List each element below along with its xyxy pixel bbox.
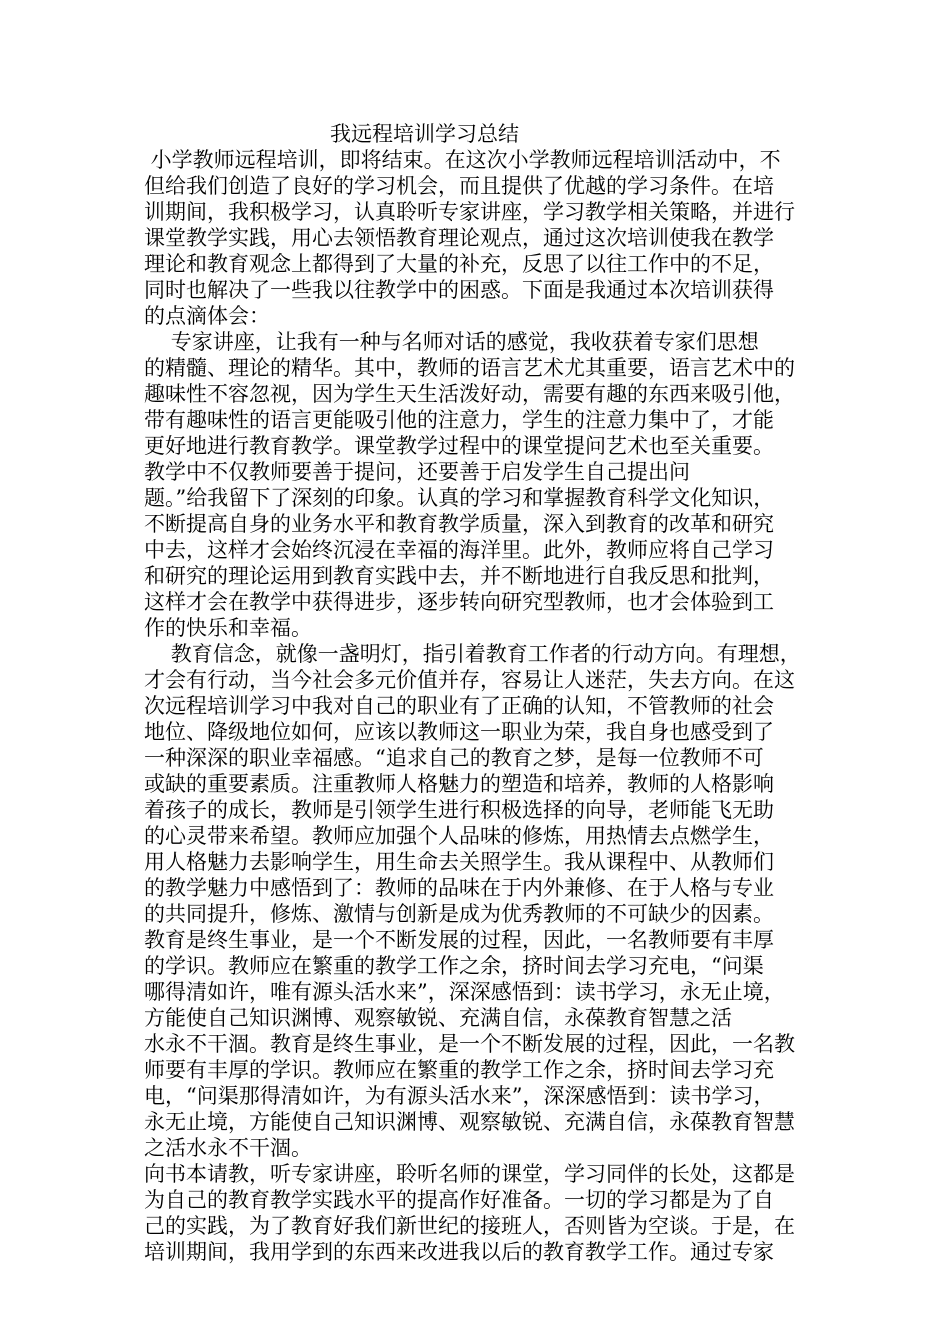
text-line: 和研究的理论运用到教育实践中去，并不断地进行自我反思和批判， <box>144 564 774 588</box>
text-line: 电，“问渠那得清如许，为有源头活水来”，深深感悟到：读书学习， <box>144 1084 775 1108</box>
text-line: 着孩子的成长，教师是引领学生进行积极选择的向导，老师能飞无助 <box>144 798 774 822</box>
text-line: 或缺的重要素质。注重教师人格魅力的塑造和培养，教师的人格影响 <box>144 772 774 796</box>
text-line: 的精髓、理论的精华。其中，教师的语言艺术尤其重要，语言艺术中的 <box>144 356 795 380</box>
text-line: 用人格魅力去影响学生，用生命去关照学生。我从课程中、从教师们 <box>144 850 774 874</box>
text-line: 一种深深的职业幸福感。“追求自己的教育之梦，是每一位教师不可 <box>144 746 764 770</box>
text-line: 教育信念，就像一盏明灯，指引着教育工作者的行动方向。有理想， <box>144 642 801 666</box>
text-line: 教育是终生事业，是一个不断发展的过程，因此，一名教师要有丰厚 <box>144 928 774 952</box>
text-line: 带有趣味性的语言更能吸引他的注意力，学生的注意力集中了，才能 <box>144 408 774 432</box>
text-line: 己的实践，为了教育好我们新世纪的接班人，否则皆为空谈。于是，在 <box>144 1214 795 1238</box>
text-line: 中去，这样才会始终沉浸在幸福的海洋里。此外，教师应将自己学习 <box>144 538 774 562</box>
text-line: 题。”给我留下了深刻的印象。认真的学习和掌握教育科学文化知识， <box>144 486 775 510</box>
text-line: 的心灵带来希望。教师应加强个人品味的修炼，用热情去点燃学生， <box>144 824 774 848</box>
text-line: 为自己的教育教学实践水平的提高作好准备。一切的学习都是为了自 <box>144 1188 774 1212</box>
text-line: 向书本请教，听专家讲座，聆听名师的课堂，学习同伴的长处，这都是 <box>144 1162 795 1186</box>
text-line: 的教学魅力中感悟到了：教师的品味在于内外兼修、在于人格与专业 <box>144 876 774 900</box>
text-line: 之活水永不干涸。 <box>144 1136 312 1160</box>
text-line: 师要有丰厚的学识。教师应在繁重的教学工作之余，挤时间去学习充 <box>144 1058 774 1082</box>
text-line: 培训期间，我用学到的东西来改进我以后的教育教学工作。通过专家 <box>144 1240 774 1264</box>
text-line: 理论和教育观念上都得到了大量的补充，反思了以往工作中的不足， <box>144 252 774 276</box>
text-line: 哪得清如许，唯有源头活水来”，深深感悟到：读书学习，永无止境， <box>144 980 785 1004</box>
text-line: 训期间，我积极学习，认真聆听专家讲座，学习教学相关策略，并进行 <box>144 200 795 224</box>
text-line: 的共同提升，修炼、激情与创新是成为优秀教师的不可缺少的因素。 <box>144 902 774 926</box>
text-line: 水永不干涸。教育是终生事业，是一个不断发展的过程，因此，一名教 <box>144 1032 795 1056</box>
text-line: 同时也解决了一些我以往教学中的困惑。下面是我通过本次培训获得 <box>144 278 774 302</box>
text-line: 次远程培训学习中我对自己的职业有了正确的认知，不管教师的社会 <box>144 694 774 718</box>
text-line: 教学中不仅教师要善于提问，还要善于启发学生自己提出问 <box>144 460 690 484</box>
text-line: 才会有行动，当今社会多元价值并存，容易让人迷茫，失去方向。在这 <box>144 668 795 692</box>
text-line: 专家讲座，让我有一种与名师对话的感觉，我收获着专家们思想 <box>144 330 759 354</box>
text-line: 小学教师远程培训，即将结束。在这次小学教师远程培训活动中，不 <box>144 148 781 172</box>
text-line: 地位、降级地位如何，应该以教师这一职业为荣，我自身也感受到了 <box>144 720 774 744</box>
text-line: 更好地进行教育教学。课堂教学过程中的课堂提问艺术也至关重要。 <box>144 434 774 458</box>
text-line: 作的快乐和幸福。 <box>144 616 312 640</box>
text-line: 方能使自己知识渊博、观察敏锐、充满自信，永葆教育智慧之活 <box>144 1006 732 1030</box>
text-line: 但给我们创造了良好的学习机会，而且提供了优越的学习条件。在培 <box>144 174 774 198</box>
text-line: 趣味性不容忽视，因为学生天生活泼好动，需要有趣的东西来吸引他， <box>144 382 795 406</box>
text-line: 课堂教学实践，用心去领悟教育理论观点，通过这次培训使我在教学 <box>144 226 774 250</box>
document-title: 我远程培训学习总结 <box>330 122 519 146</box>
text-line: 永无止境，方能使自己知识渊博、观察敏锐、充满自信，永葆教育智慧 <box>144 1110 795 1134</box>
text-line: 的点滴体会： <box>144 304 270 328</box>
text-line: 不断提高自身的业务水平和教育教学质量，深入到教育的改革和研究 <box>144 512 774 536</box>
text-line: 的学识。教师应在繁重的教学工作之余，挤时间去学习充电，“问渠 <box>144 954 764 978</box>
text-line: 这样才会在教学中获得进步，逐步转向研究型教师，也才会体验到工 <box>144 590 774 614</box>
